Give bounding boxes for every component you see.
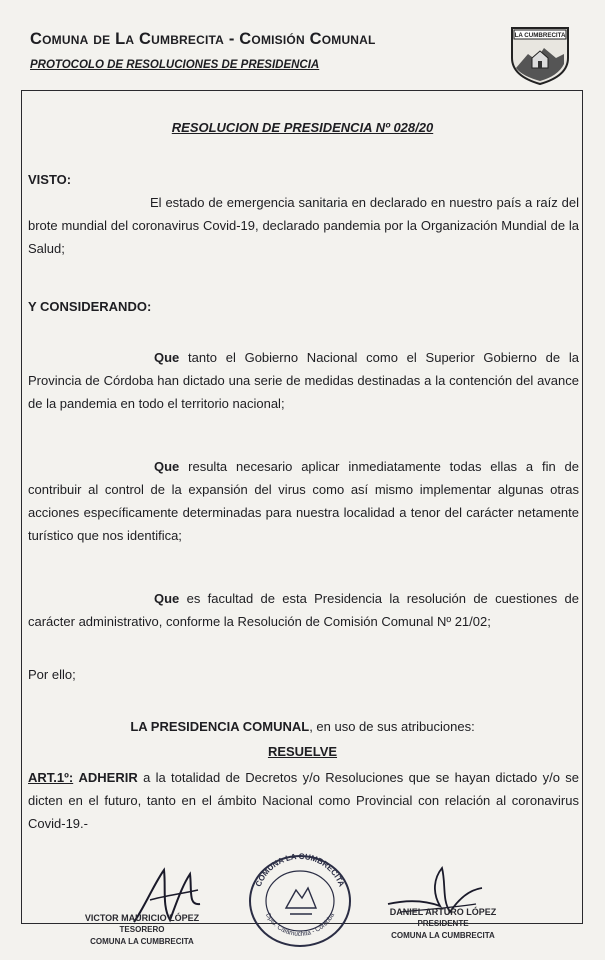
que1-text: tanto el Gobierno Nacional como el Superior Gobierno de la Provincia de Córdoba han dictado una serie de medidas destinadas a la contención del avance de la pandemia en todo el territorio nacional; [28,350,579,411]
left-signature-block [72,912,212,948]
resolution-title: RESOLUCION DE PRESIDENCIA Nº 028/20 [171,120,434,135]
por-ello: Por ello; [28,667,76,682]
svg-text:Dpto. Calamuchita - Córdoba [264,912,336,938]
que3-keyword: Que [154,591,180,606]
que3-text: es facultad de esta Presidencia la resolución de cuestiones de carácter administrativo, conforme la Resolución de Comisión Comunal Nº 21/02; [28,591,579,629]
left-signer-role: TESORERO [119,925,165,934]
right-signer-role: PRESIDENTE [417,919,469,928]
header-subtitle: PROTOCOLO DE RESOLUCIONES DE PRESIDENCIA [30,59,320,71]
left-signer-name: VICTOR MAURICIO LÓPEZ [84,913,200,923]
left-signer-org: COMUNA LA CUMBRECITA [90,937,194,946]
svg-text:COMUNA LA CUMBRECITA [254,852,347,888]
header-title: Comuna de La Cumbrecita - Comisión Comunal [30,30,376,48]
right-signer-org: COMUNA LA CUMBRECITA [391,931,495,940]
presidencia-line [0,719,605,734]
seal-text: COMUNA LA CUMBRECITA [253,852,347,889]
presidencia-bold: LA PRESIDENCIA COMUNAL [130,719,310,734]
right-signer-name: DANIEL ARTURO LÓPEZ [389,907,497,917]
que1-keyword: Que [154,350,180,365]
visto-label: VISTO: [28,172,72,187]
considerando-label: Y CONSIDERANDO: [28,299,152,314]
art-label: ART.1º: [28,770,74,785]
article-1 [28,766,579,835]
que3-paragraph [28,587,579,633]
seal-bottom-text: Dpto. Calamuchita - Córdoba [264,912,336,938]
que2-text: resulta necesario aplicar inmediatamente todas ellas a fin de contribuir al control de la expansión del virus como así mismo implementar algunas otras acciones específicamente determinadas para nuestra localidad a tenor del carácter netamente turístico que nos identifica; [28,459,579,543]
right-signature-block [368,906,518,942]
crest-label: LA CUMBRECITA [514,32,566,39]
art-text: a la totalidad de Decretos y/o Resoluciones que se hayan dictado y/o se dicten en el futuro, tanto en el ámbito Nacional como Provincial con relación al coronavirus Covid-19.- [28,770,579,831]
visto-text: El estado de emergencia sanitaria en declarado en nuestro país a raíz del brote mundial del coronavirus Covid-19, declarado pandemia por la Organización Mundial de la Salud; [28,195,579,256]
que2-keyword: Que [154,459,180,474]
resuelve-heading: RESUELVE [267,744,338,759]
que1-paragraph [28,346,579,415]
presidencia-rest: , en uso de sus atribuciones: [309,719,475,734]
visto-paragraph [28,191,579,260]
crest-logo [508,24,572,86]
que2-paragraph [28,455,579,547]
official-seal [244,852,356,950]
art-keyword: ADHERIR [78,770,138,785]
